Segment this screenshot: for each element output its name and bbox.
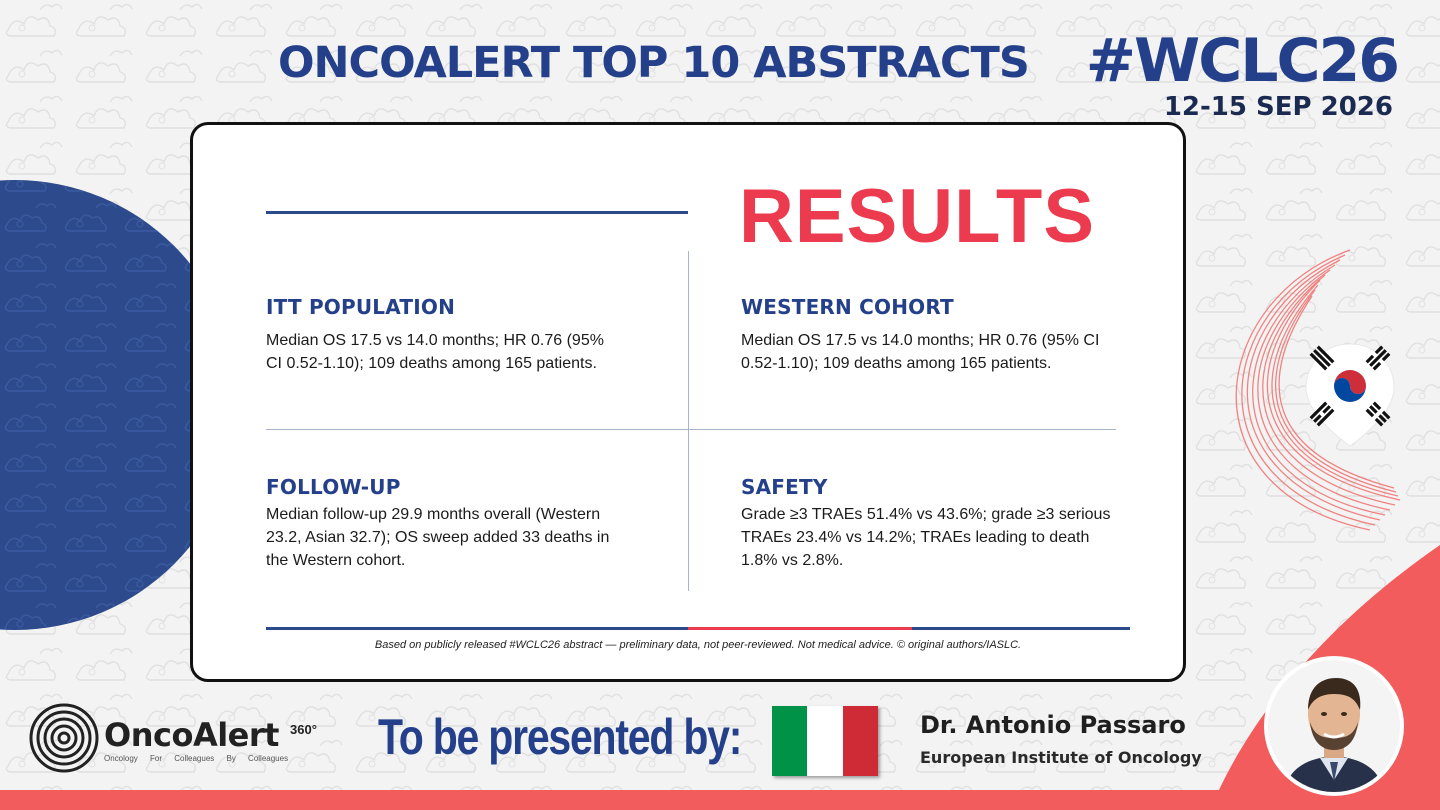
section-body: Median follow-up 29.9 months overall (Western 23.2, Asian 32.7); OS sweep added 33 deaths in the Western cohort.: [266, 506, 610, 569]
section-body: Median OS 17.5 vs 14.0 months; HR 0.76 (95% CI 0.52-1.10); 109 deaths among 165 patients.: [741, 332, 1100, 372]
disclaimer: Based on publicly released #WCLC26 abstract — preliminary data, not peer-reviewed. Not medical advice. © original authors/IASLC.: [374, 639, 1022, 651]
logo-wordmark: OncoAlert: [104, 716, 279, 754]
section-western-cohort: [741, 295, 1111, 375]
card-footer-rule-accent: [688, 627, 912, 630]
section-title: ITT POPULATION: [266, 295, 456, 319]
korea-flag-pin-icon: [1300, 340, 1400, 450]
italy-flag-icon: [772, 706, 878, 776]
presented-by-label: To be presented by:: [378, 709, 742, 765]
oncoalert-spiral-logo: [28, 702, 100, 774]
section-title: FOLLOW-UP: [266, 475, 401, 499]
section-title: WESTERN COHORT: [741, 295, 954, 319]
section-title: SAFETY: [741, 475, 828, 499]
presenter-institution: European Institute of Oncology: [920, 748, 1202, 767]
logo-superscript: 360°: [290, 722, 317, 737]
presenter-name: Dr. Antonio Passaro: [920, 711, 1186, 739]
section-body: Median OS 17.5 vs 14.0 months; HR 0.76 (95% CI 0.52-1.10); 109 deaths among 165 patients.: [266, 332, 604, 372]
horizontal-divider: [266, 429, 1116, 430]
conference-dates: 12-15 SEP 2026: [1163, 92, 1393, 122]
section-follow-up: [266, 475, 636, 572]
results-heading: RESULTS: [739, 174, 1096, 259]
bottom-coral-bar: [0, 790, 1440, 810]
vertical-divider: [688, 251, 689, 591]
section-body: Grade ≥3 TRAEs 51.4% vs 43.6%; grade ≥3 serious TRAEs 23.4% vs 14.2%; TRAEs leading to death 1.8% vs 2.8%.: [741, 506, 1111, 569]
section-safety: [741, 475, 1116, 572]
section-itt-population: [266, 295, 621, 375]
conference-hashtag: #WCLC26: [1085, 26, 1398, 96]
logo-tagline: Oncology For Colleagues By Colleagues: [104, 754, 289, 763]
page-title: ONCOALERT TOP 10 ABSTRACTS: [278, 38, 1029, 88]
results-card: [190, 122, 1186, 682]
presenter-avatar: [1264, 656, 1404, 796]
card-top-rule: [266, 211, 688, 214]
